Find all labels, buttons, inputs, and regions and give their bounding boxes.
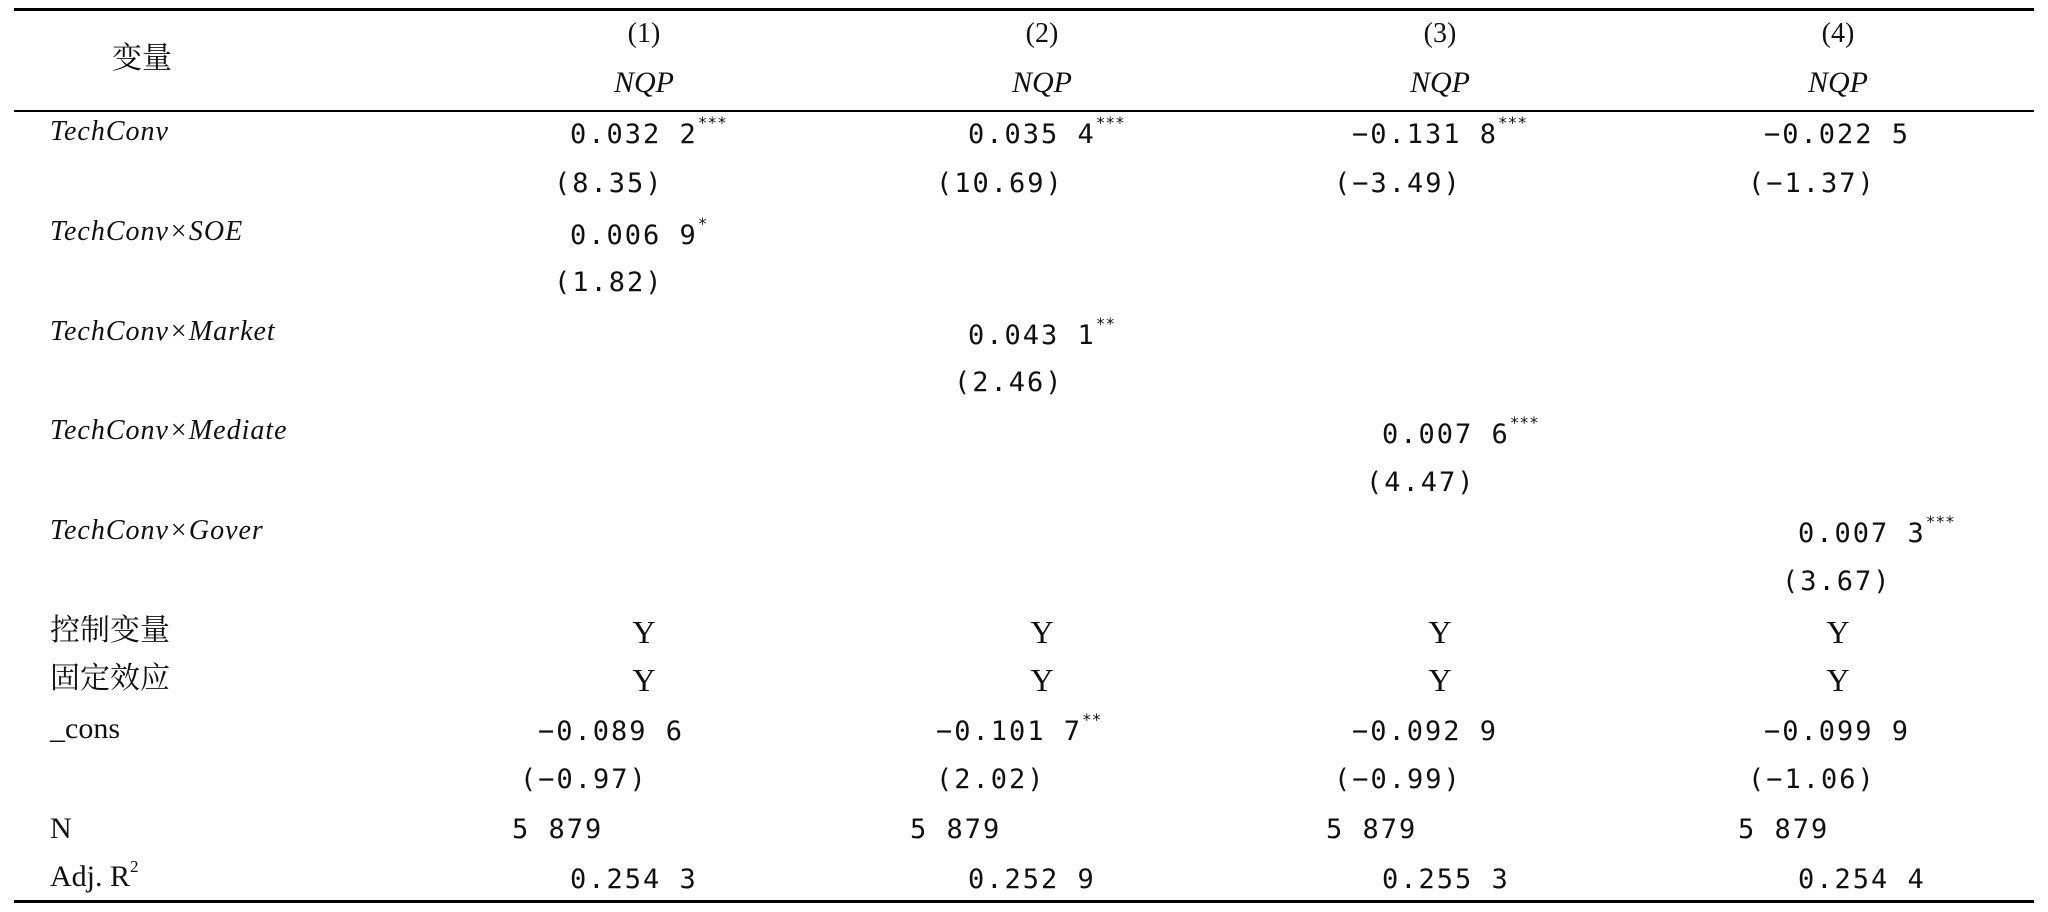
t-cons-4: (−1.06) — [1748, 764, 1876, 795]
t-mediate-3: (4.47) — [1366, 467, 1476, 498]
coef-cons-3: −0.092 9 — [1352, 716, 1499, 747]
adjr2-2: 0.252 9 — [968, 864, 1096, 895]
n-4: 5 879 — [1738, 814, 1830, 845]
controls-1: Y — [632, 614, 656, 650]
stars: ** — [1082, 710, 1102, 729]
t-soe-1: (1.82) — [554, 267, 664, 298]
controls-3: Y — [1428, 614, 1452, 650]
t-techconv-4: (−1.37) — [1748, 168, 1876, 199]
row-label-adjr2: Adj. $R^2$ — [50, 857, 139, 893]
header-rule — [14, 110, 2034, 112]
t-cons-1: (−0.97) — [520, 764, 648, 795]
n-3: 5 879 — [1326, 814, 1418, 845]
coef-techconv-1: 0.032 2*** — [570, 113, 727, 150]
variable-header: 变量 — [112, 41, 172, 76]
fixed-4: Y — [1826, 662, 1850, 698]
col-2-number: (2) — [1025, 18, 1059, 49]
coef-cons-1: −0.089 6 — [538, 716, 685, 747]
coef-gover-4: 0.007 3*** — [1798, 512, 1955, 549]
bottom-rule — [14, 900, 2034, 903]
col-1-dep: NQP — [614, 66, 674, 99]
top-rule — [14, 8, 2034, 11]
stars: * — [697, 214, 708, 233]
adjr2-1: 0.254 3 — [570, 864, 698, 895]
col-3-dep: NQP — [1410, 66, 1470, 99]
col-1-number: (1) — [627, 18, 661, 49]
t-cons-3: (−0.99) — [1334, 764, 1462, 795]
fixed-1: Y — [632, 662, 656, 698]
stars: *** — [1925, 512, 1955, 531]
coef-cons-4: −0.099 9 — [1764, 716, 1911, 747]
t-gover-4: (3.67) — [1782, 566, 1892, 597]
controls-4: Y — [1826, 614, 1850, 650]
superscript: 2 — [130, 857, 139, 876]
controls-2: Y — [1030, 614, 1054, 650]
col-3-number: (3) — [1423, 18, 1457, 49]
stars: ** — [1095, 314, 1116, 333]
coef-techconv-3: −0.131 8*** — [1352, 113, 1527, 150]
row-label-gover: TechConv×Gover — [50, 515, 264, 546]
t-cons-2: (2.02) — [936, 764, 1046, 795]
row-label-cons: _cons — [50, 712, 120, 745]
coef-techconv-2: 0.035 4*** — [968, 113, 1125, 150]
stars: *** — [697, 113, 727, 132]
stars: *** — [1498, 113, 1527, 132]
row-label-market: TechConv×Market — [50, 316, 276, 347]
n-1: 5 879 — [512, 814, 604, 845]
stars: *** — [1509, 413, 1539, 432]
coef-mediate-3: 0.007 6*** — [1382, 413, 1539, 450]
adjr2-3: 0.255 3 — [1382, 864, 1510, 895]
n-2: 5 879 — [910, 814, 1002, 845]
fixed-2: Y — [1030, 662, 1054, 698]
coef-techconv-4: −0.022 5 — [1764, 119, 1911, 150]
t-techconv-3: (−3.49) — [1334, 168, 1462, 199]
adjr2-4: 0.254 4 — [1798, 864, 1926, 895]
row-label-techconv: TechConv — [50, 116, 169, 147]
coef-cons-2: −0.101 7** — [936, 710, 1102, 747]
col-4-dep: NQP — [1808, 66, 1868, 99]
t-techconv-1: (8.35) — [554, 168, 664, 199]
coef-soe-1: 0.006 9* — [570, 214, 708, 251]
col-2-dep: NQP — [1012, 66, 1072, 99]
fixed-3: Y — [1428, 662, 1452, 698]
t-techconv-2: (10.69) — [936, 168, 1064, 199]
coef-market-2: 0.043 1** — [968, 314, 1116, 351]
row-label-controls: 控制变量 — [50, 613, 170, 648]
row-label-mediate: TechConv×Mediate — [50, 415, 288, 446]
col-4-number: (4) — [1821, 18, 1855, 49]
stars: *** — [1095, 113, 1125, 132]
row-label-n: N — [50, 812, 72, 845]
row-label-fixed: 固定效应 — [50, 661, 170, 696]
t-market-2: (2.46) — [954, 367, 1064, 398]
row-label-soe: TechConv×SOE — [50, 216, 244, 247]
